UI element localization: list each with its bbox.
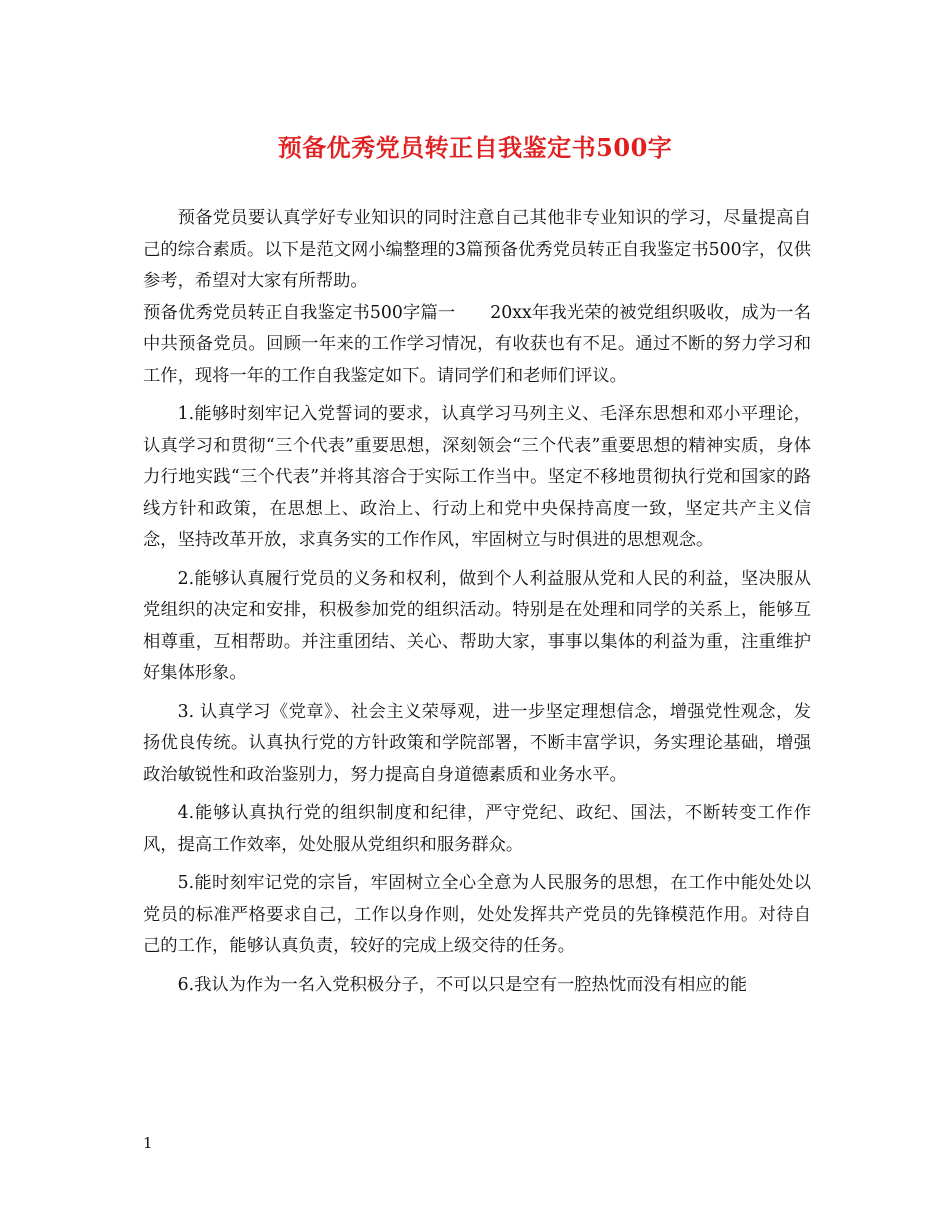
paragraph-item-3: 3. 认真学习《党章》、社会主义荣辱观，进一步坚定理想信念，增强党性观念，发扬优良传统。认真执行党的方针政策和学院部署，不断丰富学识，务实理论基础，增强政治敏锐性和政治鉴别力，努力提高自身道德素质和业务水平。	[143, 701, 811, 785]
document-title: 预备优秀党员转正自我鉴定书500字	[277, 133, 673, 162]
paragraph-section-one: 预备优秀党员转正自我鉴定书500字篇一 20xx年我光荣的被党组织吸收，成为一名中共预备党员。回顾一年来的工作学习情况，有收获也有不足。通过不断的努力学习和工作，现将一年的工作自我鉴定如下。请同学们和老师们评议。	[143, 302, 811, 386]
paragraph-item-1: 1.能够时刻牢记入党誓词的要求，认真学习马列主义、毛泽东思想和邓小平理论，认真学习和贯彻“三个代表”重要思想，深刻领会“三个代表”重要思想的精神实质，身体力行地实践“三个代表”并将其溶合于实际工作当中。坚定不移地贯彻执行党和国家的路线方针和政策，在思想上、政治上、行动上和党中央保持高度一致，坚定共产主义信念，坚持改革开放，求真务实的工作作风，牢固树立与时俱进的思想观念。	[143, 404, 811, 550]
document-body	[143, 203, 811, 1001]
paragraph-item-5: 5.能时刻牢记党的宗旨，牢固树立全心全意为人民服务的思想，在工作中能处处以党员的标准严格要求自己，工作以身作则，处处发挥共产党员的先锋模范作用。对待自己的工作，能够认真负责，较好的完成上级交待的任务。	[143, 873, 811, 956]
paragraph-intro: 预备党员要认真学好专业知识的同时注意自己其他非专业知识的学习，尽量提高自己的综合素质。以下是范文网小编整理的3篇预备优秀党员转正自我鉴定书500字，仅供参考，希望对大家有所帮助。	[143, 208, 811, 291]
page-number: 1	[143, 1134, 153, 1152]
paragraph-item-4: 4.能够认真执行党的组织制度和纪律，严守党纪、政纪、国法，不断转变工作作风，提高工作效率，处处服从党组织和服务群众。	[143, 803, 811, 855]
paragraph-item-6: 6.我认为作为一名入党积极分子，不可以只是空有一腔热忱而没有相应的能	[177, 974, 748, 995]
paragraph-item-2: 2.能够认真履行党员的义务和权利，做到个人利益服从党和人民的利益，坚决服从党组织的决定和安排，积极参加党的组织活动。特别是在处理和同学的关系上，能够互相尊重，互相帮助。并注重团结、关心、帮助大家，事事以集体的利益为重，注重维护好集体形象。	[143, 568, 811, 683]
